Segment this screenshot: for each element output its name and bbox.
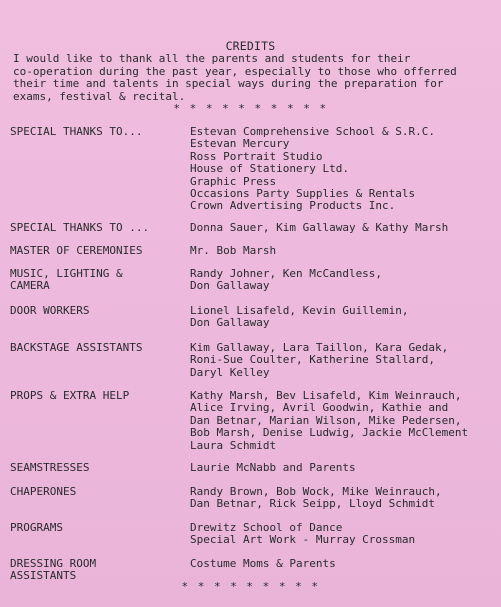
credit-label: PROPS & EXTRA HELP xyxy=(10,389,130,402)
credit-label: SEAMSTRESSES xyxy=(10,461,90,474)
credit-label: DOOR WORKERS xyxy=(10,304,90,317)
credit-value: Kathy Marsh, Bev Lisafeld, Kim Weinrauch, Alice Irving, Avril Goodwin, Kathie and Dan Betnar, Marian Wilson, Mike Pedersen, Bob Marsh, Denise Ludwig, Jackie McClement Laura Schmidt xyxy=(190,389,469,452)
credit-value: Mr. Bob Marsh xyxy=(190,244,277,257)
credit-value: Randy Brown, Bob Wock, Mike Weinrauch, Dan Betnar, Rick Seipp, Lloyd Schmidt xyxy=(190,485,442,511)
intro-paragraph: I would like to thank all the parents and students for their co-operation during the past year, especially to those who offerred their time and talents in special ways during the preparation for exams, festival & recital. xyxy=(13,52,457,103)
credit-value: Donna Sauer, Kim Gallaway & Kathy Marsh xyxy=(190,221,449,234)
credit-label: SPECIAL THANKS TO... xyxy=(10,125,143,138)
credit-value: Drewitz School of Dance Special Art Work - Murray Crossman xyxy=(190,521,416,547)
credit-value: Laurie McNabb and Parents xyxy=(190,461,356,474)
credit-label: PROGRAMS xyxy=(10,521,63,534)
page-title: CREDITS xyxy=(225,39,276,53)
credit-label: DRESSING ROOM ASSISTANTS xyxy=(10,557,97,583)
credit-value: Lionel Lisafeld, Kevin Guillemin, Don Gallaway xyxy=(190,304,409,330)
credit-value: Costume Moms & Parents xyxy=(190,557,336,570)
stars-divider-bottom: * * * * * * * * * xyxy=(181,580,320,593)
credit-label: BACKSTAGE ASSISTANTS xyxy=(10,341,143,354)
stars-divider-top: * * * * * * * * * * xyxy=(173,102,328,115)
credit-value: Kim Gallaway, Lara Taillon, Kara Gedak, Roni-Sue Coulter, Katherine Stallard, Daryl Kelley xyxy=(190,341,449,379)
credit-label: MUSIC, LIGHTING & CAMERA xyxy=(10,267,123,293)
credit-label: CHAPERONES xyxy=(10,485,77,498)
credit-label: SPECIAL THANKS TO ... xyxy=(10,221,150,234)
credit-value: Estevan Comprehensive School & S.R.C. Estevan Mercury Ross Portrait Studio House of Stationery Ltd. Graphic Press Occasions Party Supplies & Rentals Crown Advertising Products Inc. xyxy=(190,125,436,213)
credit-value: Randy Johner, Ken McCandless, Don Gallaway xyxy=(190,267,383,293)
credit-label: MASTER OF CEREMONIES xyxy=(10,244,143,257)
